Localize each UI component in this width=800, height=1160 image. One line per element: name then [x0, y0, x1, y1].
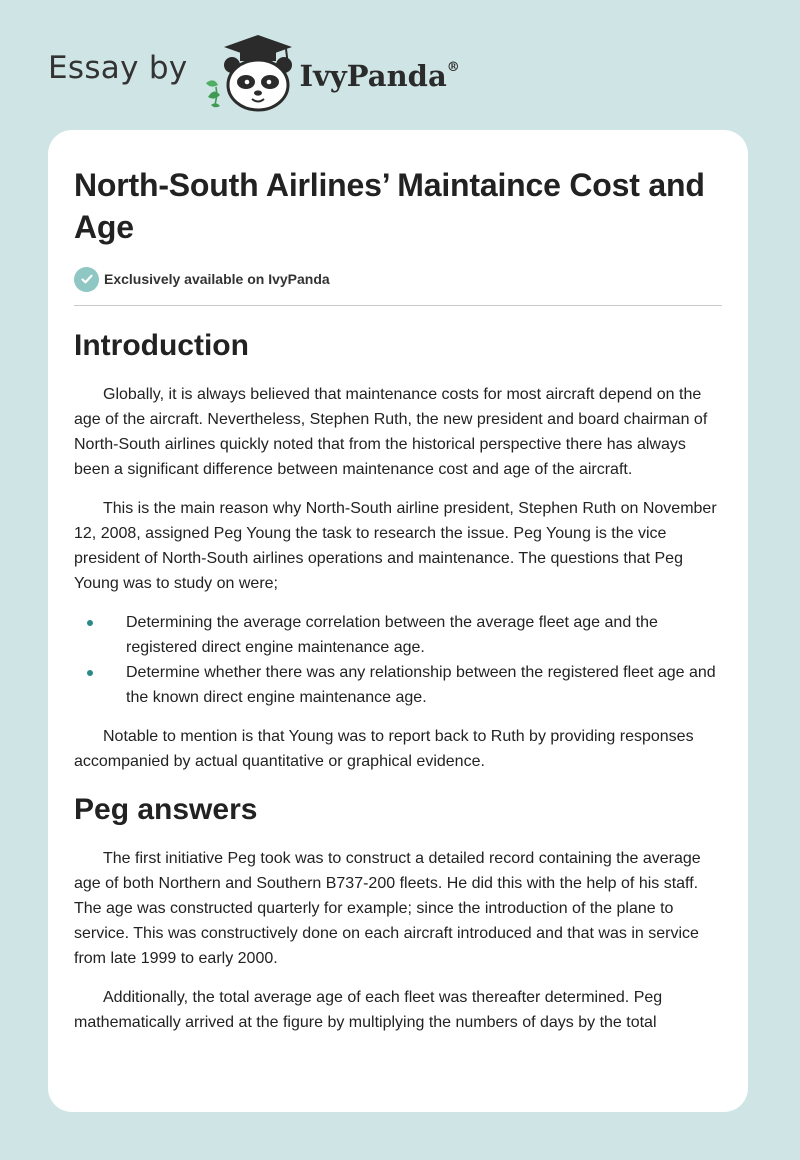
list-item: Determining the average correlation between the average fleet age and the registered direct engine maintenance age.: [74, 610, 722, 660]
bullet-dot: [87, 620, 93, 626]
section-heading-introduction: Introduction: [74, 329, 249, 362]
site-header-brand[interactable]: [48, 34, 460, 114]
exclusive-badge: [74, 266, 722, 292]
brand-prefix: Essay by: [48, 50, 188, 86]
article-card: [48, 130, 748, 1112]
title-divider: [74, 305, 722, 306]
article-title: North-South Airlines’ Maintaince Cost and Age: [74, 167, 705, 245]
list-item: Determine whether there was any relationship between the registered fleet age and the known direct engine maintenance age.: [74, 660, 722, 710]
paragraph: Globally, it is always believed that maintenance costs for most aircraft depend on the age of the aircraft. Nevertheless, Stephen Ruth, the new president and board chairman of North-South airlines quickly noted that from the historical perspective there has always been a significant difference between maintenance cost and age of the aircraft.: [74, 386, 708, 478]
check-circle-icon: [74, 267, 99, 292]
paragraph: Additionally, the total average age of each fleet was thereafter determined. Peg mathematically arrived at the figure by multiplying the numbers of days by the total: [74, 989, 663, 1031]
paragraph: The first initiative Peg took was to construct a detailed record containing the average age of both Northern and Southern B737-200 fleets. He did this with the help of his staff. The age was constructed quarterly for example; since the introduction of the plane to service. This was constructively done on each aircraft introduced and that was in service from late 1999 to early 2000.: [74, 850, 701, 967]
paragraph: Notable to mention is that Young was to report back to Ruth by providing responses accompanied by actual quantitative or graphical evidence.: [74, 728, 694, 770]
exclusive-badge-label: Exclusively available on IvyPanda: [104, 271, 330, 287]
brand-name: IvyPanda®: [299, 59, 460, 93]
questions-list: [74, 610, 722, 710]
bullet-dot: [87, 670, 93, 676]
section-heading-peg-answers: Peg answers: [74, 793, 258, 826]
paragraph: This is the main reason why North-South airline president, Stephen Ruth on November 12, 2008, assigned Peg Young the task to research the issue. Peg Young is the vice president of North-South airlines operations and maintenance. The questions that Peg Young was to study on were;: [74, 500, 717, 592]
panda-graduate-icon: [202, 35, 294, 113]
